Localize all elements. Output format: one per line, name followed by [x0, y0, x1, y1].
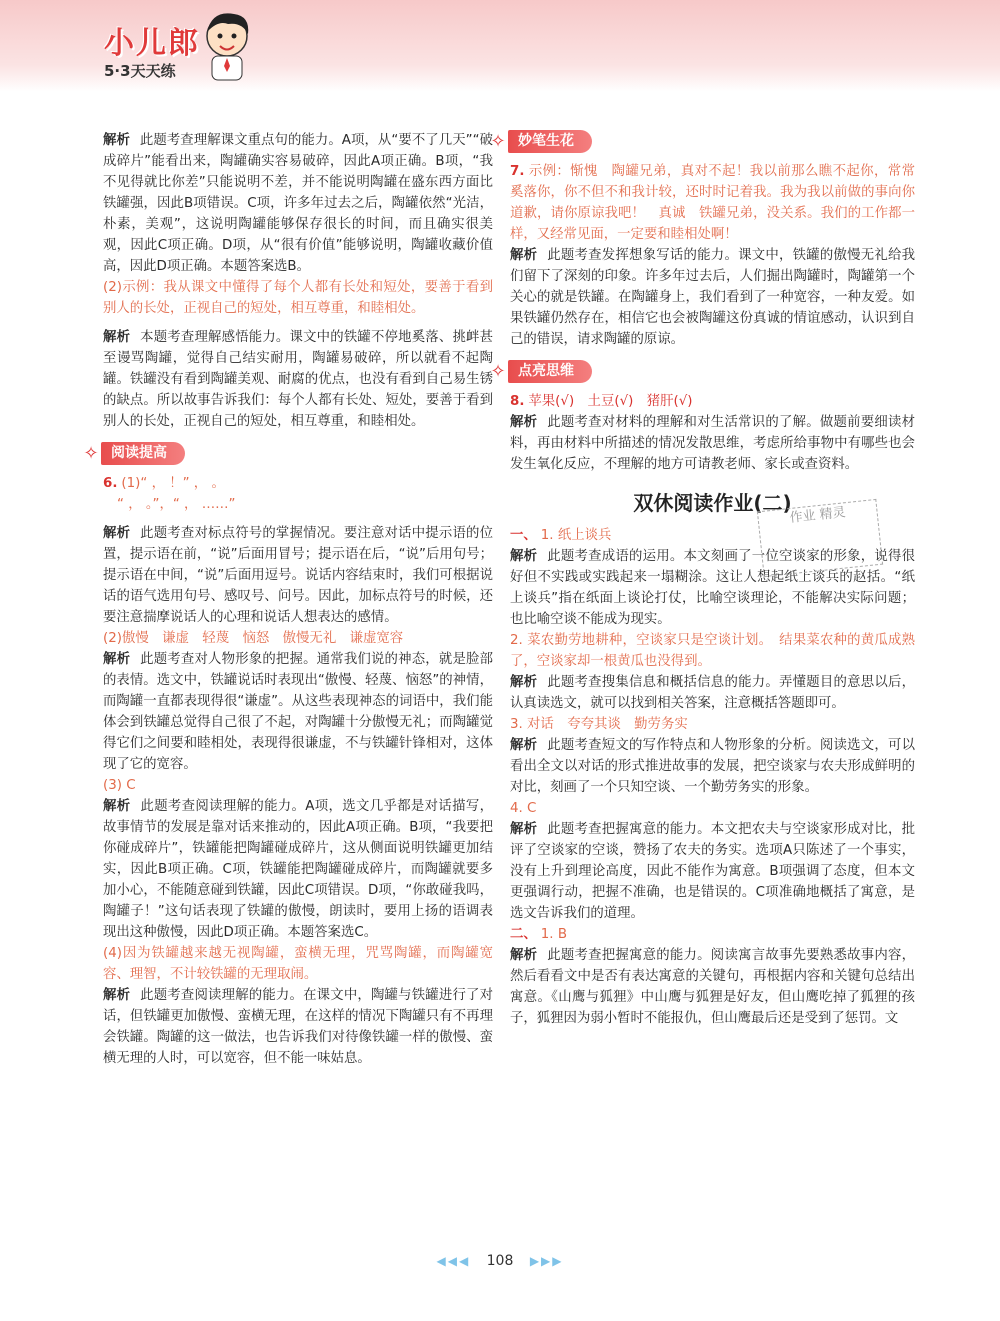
brand-name: 小儿郎	[104, 26, 200, 61]
answer-q6-4: (4)因为铁罐越来越无视陶罐，蛮横无理，咒骂陶罐，而陶罐宽容、理智，不计较铁罐的无理取闹。	[103, 946, 493, 982]
explanation-p4: 解析 此题考查对人物形象的把握。通常我们说的神态，就是脸部的表情。选文中，铁罐说话时表现出“傲慢、轻蔑、恼怒”的神情，而陶罐一直都表现得很“谦虚”。从这些表现神态的词语中，我们能体会到铁罐总觉得自己很了不起，对陶罐十分傲慢无礼；而陶罐觉得它们之间要和睦相处，表现得很谦虚，不与铁罐针锋相对，这体现了它的宽容。	[103, 652, 493, 772]
answer-s1-4: 4. C	[510, 801, 537, 816]
answer-q7: 7. 示例：惭愧 陶罐兄弟，真对不起！我以前那么瞧不起你，常常奚落你，你不但不和我计较，还时时记着我。我为我以前做的事向你道歉，请你原谅我吧！ 真诚 铁罐兄弟，没关系。我们的工作都一样，又经常见面，一定要和睦相处啊！	[510, 164, 915, 242]
explanation-p3: 解析 此题考查对标点符号的掌握情况。要注意对话中提示语的位置，提示语在前，“说”后面用冒号；提示语在后，“说”后用句号；提示语在中间，“说”后面用逗号。说话内容结束时，我们可根据说话的语气选用句号、感叹号、问号。因此，加标点符号的时候，还要注意揣摩说话人的心理和说话人想表达的感情。	[103, 526, 493, 625]
explanation-p7: 解析 此题考查发挥想象写话的能力。课文中，铁罐的傲慢无礼给我们留下了深刻的印象。许多年过去后，人们掘出陶罐时，陶罐第一个关心的就是铁罐。在陶罐身上，我们看到了一种宽容，一种友爱。如果铁罐仍然存在，相信它也会被陶罐这份真诚的情谊感动，认识到自己的错误，请求陶罐的原谅。	[510, 248, 916, 347]
answer-s1-1: 一、 1. 纸上谈兵	[510, 528, 612, 543]
left-column	[83, 130, 493, 1069]
right-column	[490, 130, 916, 1029]
section-star-icon: ✧	[490, 130, 506, 152]
explanation-p12: 解析 此题考查把握寓意的能力。本文把农夫与空谈家形成对比，批评了空谈家的空谈，赞扬了农夫的务实。选项A只陈述了一个事实，没有上升到理论高度，因此不能作为寓意。B项强调了态度，但本文更强调行动，把握不准确，也是错误的。C项准确地概括了寓意，是选文告诉我们的道理。	[510, 822, 916, 921]
answer-q6-1: 6. (1)“ ， ！” ， 。	[103, 476, 225, 491]
next-arrows-icon: ▶▶▶	[529, 1254, 564, 1268]
brand-logo	[104, 18, 200, 81]
answer-q6-3: (3) C	[103, 778, 136, 793]
homework-title: 双休阅读作业(二)	[633, 491, 792, 515]
answer-q8: 8. 苹果(√) 土豆(√) 猪肝(√)	[510, 394, 693, 409]
explanation-p10: 解析 此题考查搜集信息和概括信息的能力。弄懂题目的意思以后，认真读选文，就可以找到相关答案，注意概括答题即可。	[510, 675, 916, 711]
explanation-p1: 解析 此题考查理解课文重点句的能力。A项，从“要不了几天”“破成碎片”能看出来，陶罐确实容易破碎，因此A项正确。B项，“我不见得就比你差”只能说明不差，并不能说明陶罐在盛东西方面比铁罐强，因此B项错误。C项，许多年过去之后，陶罐依然“光洁，朴素，美观”，这说明陶罐能够保存很长的时间，而且确实很美观，因此C项正确。D项，从“很有价值”能够说明，陶罐收藏价值高，因此D项正确。本题答案选B。	[103, 133, 493, 274]
answer-s1-3: 3. 对话 夸夸其谈 勤劳务实	[510, 717, 688, 732]
explanation-p2: 解析 本题考查理解感悟能力。课文中的铁罐不停地奚落、挑衅甚至谩骂陶罐，觉得自己结实耐用，陶罐易破碎，所以就看不起陶罐。铁罐没有看到陶罐美观、耐腐的优点，也没有看到自己易生锈的缺点。所以故事告诉我们：每个人都有长处、短处，要善于看到别人的长处，正视自己的短处，相互尊重，和睦相处。	[103, 330, 493, 429]
answer-s1-2: 2. 菜农勤劳地耕种，空谈家只是空谈计划。 结果菜农种的黄瓜成熟了，空谈家却一根黄瓜也没得到。	[510, 633, 915, 669]
homework-title-block	[510, 491, 915, 527]
page-footer	[0, 1253, 1000, 1269]
section-star-icon: ✧	[490, 360, 506, 382]
answer-q6-1-line2: “ ， 。”，“ ， ……”	[117, 497, 236, 512]
section-star-icon: ✧	[83, 442, 99, 464]
answer-q6-2: (2)傲慢 谦虚 轻蔑 恼怒 傲慢无礼 谦虚宽容	[103, 631, 404, 646]
explanation-p5: 解析 此题考查阅读理解的能力。A项，选文几乎都是对话描写，故事情节的发展是靠对话来推动的，因此A项正确。B项，“我要把你碰成碎片”，铁罐能把陶罐碰成碎片，这从侧面说明铁罐更加结实，因此B项正确。C项，铁罐能把陶罐碰成碎片，而陶罐就要多加小心，不能随意碰到铁罐，因此C项错误。D项，“你敢碰我吗，陶罐子！”这句话表现了铁罐的傲慢，朗读时，要用上扬的语调表现出这种傲慢，因此D项正确。本题答案选C。	[103, 799, 493, 940]
section-tag-reading: ✧ 阅读提高	[81, 442, 185, 465]
answer-q5-2: (2)示例：我从课文中懂得了每个人都有长处和短处，要善于看到别人的长处，正视自己的短处，相互尊重，和睦相处。	[103, 280, 493, 316]
explanation-p8: 解析 此题考查对材料的理解和对生活常识的了解。做题前要细读材料，再由材料中所描述的情况发散思维，考虑所给事物中有哪些也会发生氧化反应，不理解的地方可请教老师、家长或查资料。	[510, 415, 916, 472]
prev-arrows-icon: ◀◀◀	[436, 1254, 471, 1268]
mascot-boy-icon	[198, 6, 256, 82]
section-tag-thinking: ✧ 点亮思维	[488, 360, 592, 383]
stamp-watermark: 作业 精灵	[757, 499, 883, 577]
answer-s2-1: 二、 1. B	[510, 927, 568, 942]
explanation-p13: 解析 此题考查把握寓意的能力。阅读寓言故事先要熟悉故事内容，然后看看文中是否有表达寓意的关键句，再根据内容和关键句总结出寓意。《山鹰与狐狸》中山鹰与狐狸是好友，但山鹰吃掉了狐狸的孩子，狐狸因为弱小暂时不能报仇，但山鹰最后还是受到了惩罚。文	[510, 948, 916, 1026]
brand-subtitle: 5·3天天练	[104, 62, 176, 80]
explanation-p6: 解析 此题考查阅读理解的能力。在课文中，陶罐与铁罐进行了对话，但铁罐更加傲慢、蛮横无理，在这样的情况下陶罐只有不再理会铁罐。陶罐的这一做法，也告诉我们对待像铁罐一样的傲慢、蛮横无理的人时，可以宽容，但不能一味姑息。	[103, 988, 493, 1066]
page-number: 108	[486, 1253, 514, 1269]
explanation-p9: 解析 此题考查成语的运用。本文刻画了一位空谈家的形象，说得很好但不实践或实践起来一塌糊涂。这让人想起纸上谈兵的赵括。“纸上谈兵”指在纸面上谈论打仗，比喻空谈理论，不能解决实际问题；也比喻空谈不能成为现实。	[510, 549, 916, 627]
explanation-p11: 解析 此题考查短文的写作特点和人物形象的分析。阅读选文，可以看出全文以对话的形式推进故事的发展，把空谈家与农夫形成鲜明的对比，刻画了一个只知空谈、一个勤劳务实的形象。	[510, 738, 916, 795]
section-tag-writing: ✧ 妙笔生花	[488, 130, 592, 153]
